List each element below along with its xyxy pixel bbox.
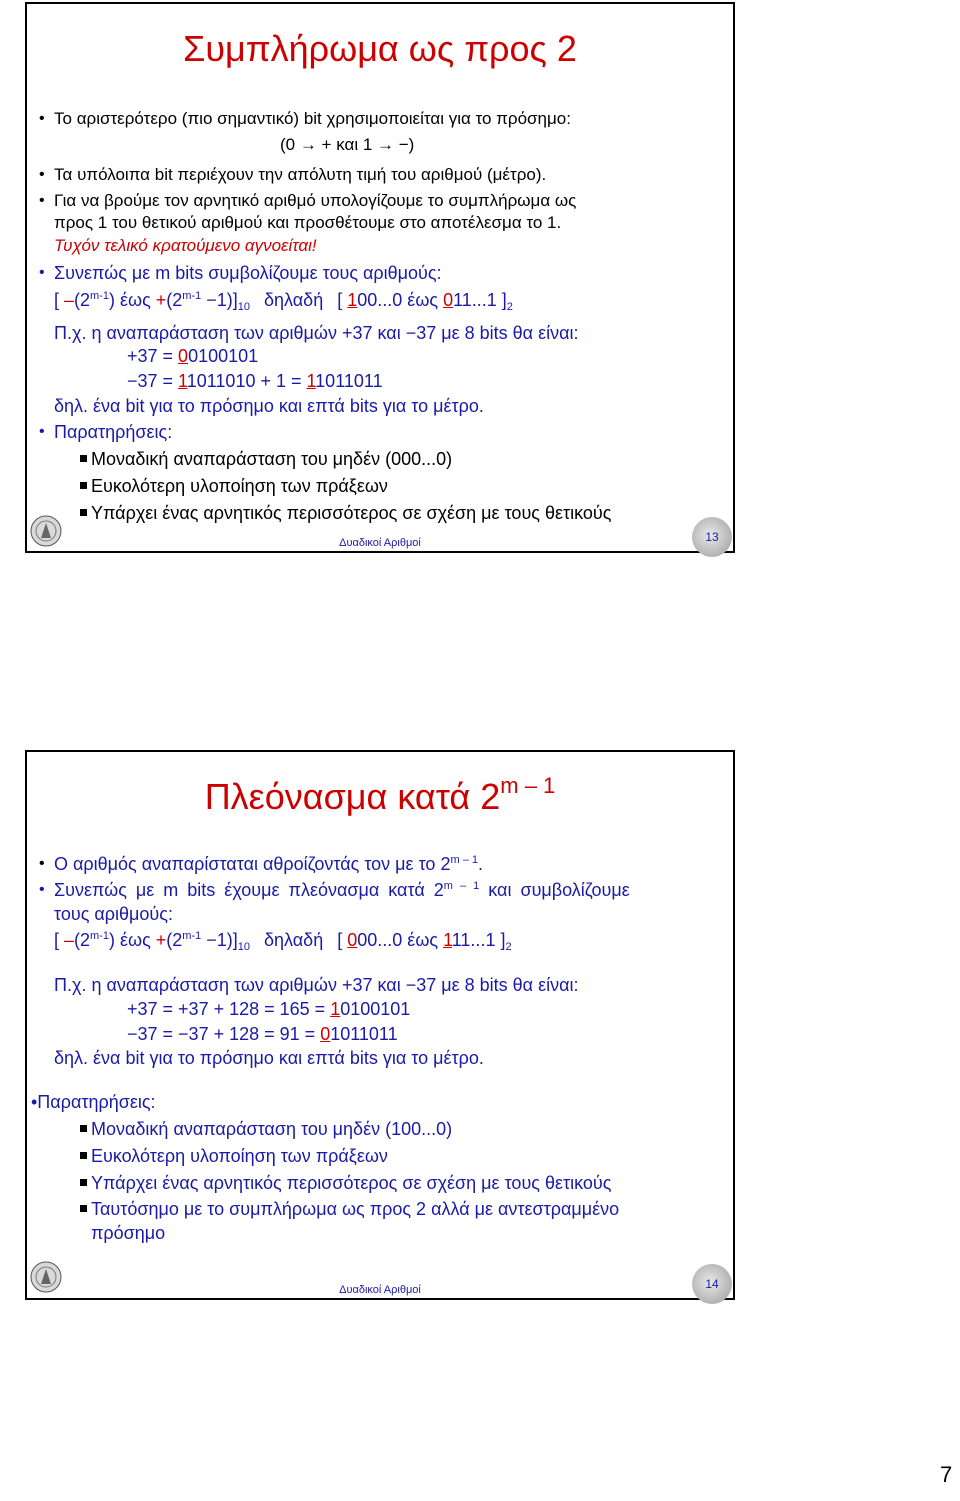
bullet: •: [39, 166, 45, 183]
carry-note: Τυχόν τελικό κρατούμενο αγνοείται!: [54, 236, 317, 255]
observation-item: Μοναδική αναπαράσταση του μηδέν (100...0): [91, 1119, 453, 1139]
bullet-text: Για να βρούμε τον αρνητικό αριθμό υπολογίζουμε το συμπλήρωμα ως: [54, 191, 577, 210]
observation-item: Ευκολότερη υλοποίηση των πράξεων: [91, 476, 388, 496]
slide-13: [25, 2, 735, 553]
document-page-number: 7: [940, 1462, 953, 1487]
example-intro: Π.χ. η αναπαράσταση των αριθμών +37 και −37 με 8 bits θα είναι:: [54, 323, 579, 343]
observation-item: Υπάρχει ένας αρνητικός περισσότερος σε σχέση με τους θετικούς: [91, 503, 612, 523]
square-bullet-icon: [80, 509, 87, 516]
bullet-text: προς 1 του θετικού αριθμού και προσθέτουμε στο αποτέλεσμα το 1.: [54, 213, 562, 232]
observations-heading: •Παρατηρήσεις:: [31, 1092, 156, 1112]
bullet-text: τους αριθμούς:: [54, 904, 173, 924]
observation-item: Ταυτόσημο με το συμπλήρωμα ως προς 2 αλλά με αντεστραμμένο: [91, 1199, 620, 1219]
example-row: +37 = +37 + 128 = 165 = 10100101: [127, 999, 411, 1019]
bullet: •: [39, 881, 45, 898]
example-intro: Π.χ. η αναπαράσταση των αριθμών +37 και −37 με 8 bits θα είναι:: [54, 975, 579, 995]
slide-footer: Δυαδικοί Αριθμοί: [339, 537, 421, 549]
bullet-text: Τα υπόλοιπα bit περιέχουν την απόλυτη τιμή του αριθμού (μέτρο).: [54, 165, 547, 184]
slide-number: 13: [692, 517, 732, 557]
example-note: δηλ. ένα bit για το πρόσημο και επτά bits για το μέτρο.: [54, 1048, 484, 1068]
square-bullet-icon: [80, 1179, 87, 1186]
square-bullet-icon: [80, 482, 87, 489]
slide-title: Συμπλήρωμα ως προς 2: [183, 28, 577, 69]
bullet: •: [39, 855, 45, 872]
range-line: [ –(2$^{m-1}$) $έ\omega\varsigma +(2^{m-1} -1)]_{10}$ δηλαδή [ 100...0 έως 011...1 ]$_2$: [54, 290, 513, 313]
bullet-text: Ο αριθμός αναπαρίσταται αθροίζοντάς τον με το 2$^{m - 1}$.: [54, 854, 483, 874]
example-row: −37 = −37 + 128 = 91 = 01011011: [127, 1024, 398, 1044]
bullet-text: Συνεπώς με m bits συμβολίζουμε τους αριθμούς:: [54, 263, 442, 283]
bullet: •: [39, 192, 45, 209]
sign-rule: (0 → + και 1 → −): [280, 135, 415, 154]
square-bullet-icon: [80, 1205, 87, 1212]
square-bullet-icon: [80, 1125, 87, 1132]
observations-heading: Παρατηρήσεις:: [54, 422, 173, 442]
example-row: −37 = 11011010 + 1 = 11011011: [127, 371, 383, 391]
bullet-text: Συνεπώς με m bits έχουμε πλεόνασμα κατά 2$^{m - 1}$ και συμβολίζουμε: [54, 880, 630, 900]
slide-number: 14: [692, 1264, 732, 1304]
observation-item: Υπάρχει ένας αρνητικός περισσότερος σε σχέση με τους θετικούς: [91, 1173, 612, 1193]
example-note: δηλ. ένα bit για το πρόσημο και επτά bits για το μέτρο.: [54, 396, 484, 416]
bullet: •: [39, 423, 45, 440]
bullet: •: [39, 264, 45, 281]
bullet: •: [39, 110, 45, 127]
square-bullet-icon: [80, 455, 87, 462]
range-line: [ –(2$^{m-1}$) $έ\omega\varsigma +(2^{m-1} -1)]_{10}$ δηλαδή [ 000...0 έως 111...1 ]$_2$: [54, 930, 512, 953]
slide-title: Πλεόνασμα κατά 2$^{m - 1}$: [204, 773, 556, 817]
observation-item-continued: πρόσημο: [91, 1223, 166, 1243]
example-row: +37 = 00100101: [127, 346, 259, 366]
observation-item: Ευκολότερη υλοποίηση των πράξεων: [91, 1146, 388, 1166]
bullet-text: Το αριστερότερο (πιο σημαντικό) bit χρησιμοποιείται για το πρόσημο:: [54, 109, 571, 128]
observation-item: Μοναδική αναπαράσταση του μηδέν (000...0): [91, 449, 453, 469]
slide-footer: Δυαδικοί Αριθμοί: [339, 1284, 421, 1296]
slide-14: [25, 750, 735, 1300]
square-bullet-icon: [80, 1152, 87, 1159]
